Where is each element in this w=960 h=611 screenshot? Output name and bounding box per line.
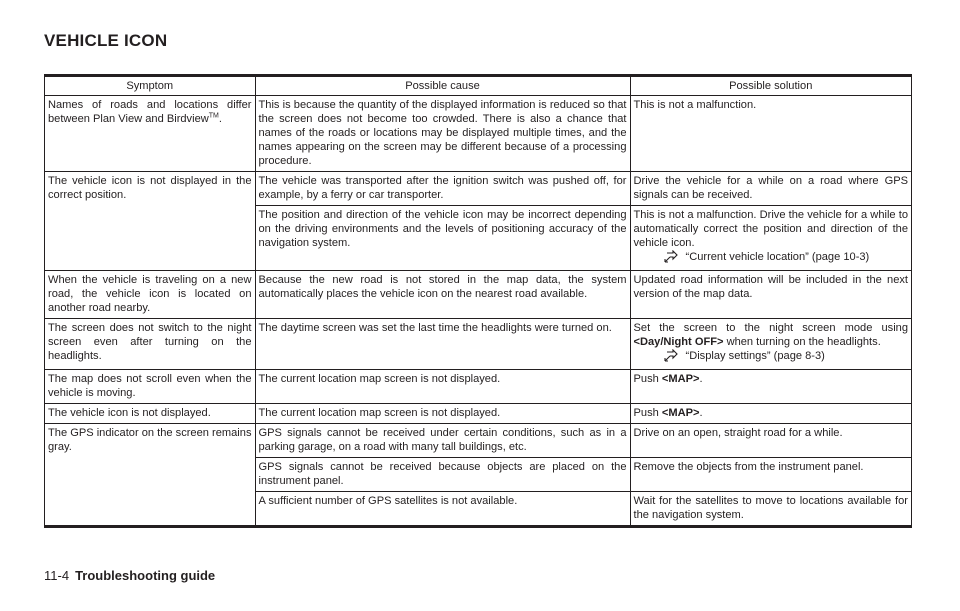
solution-cell: Wait for the satellites to move to locations available for the navigation system. — [630, 492, 911, 526]
cause-cell: GPS signals cannot be received under certain conditions, such as in a parking garage, on a road with many tall buildings, etc. — [255, 424, 630, 458]
trademark-sup: TM — [208, 112, 219, 120]
symptom-end: . — [218, 113, 222, 125]
cause-cell: The daytime screen was set the last time the headlights were turned on. — [255, 319, 630, 370]
reference-text: “Current vehicle location” (page 10-3) — [685, 251, 870, 263]
table-row — [45, 319, 911, 370]
solution-text: Set the screen to the night screen mode using — [633, 322, 908, 334]
symptom-cell: The GPS indicator on the screen remains gray. — [45, 424, 255, 526]
reference-pointer-icon — [664, 250, 680, 267]
symptom-cell: When the vehicle is traveling on a new road, the vehicle icon is located on another road nearby. — [45, 271, 255, 319]
solution-cell: Remove the objects from the instrument panel. — [630, 458, 911, 492]
symptom-text: Names of roads and locations differ between Plan View and Birdview — [48, 99, 252, 125]
cause-cell: A sufficient number of GPS satellites is not available. — [255, 492, 630, 526]
solution-text-after: . — [699, 373, 703, 385]
cause-cell: The vehicle was transported after the ignition switch was pushed off, for example, by a ferry or car transporter. — [255, 172, 630, 206]
solution-text: Push — [633, 407, 662, 419]
page-reference — [634, 250, 909, 267]
page-reference — [634, 349, 909, 366]
cause-cell: This is because the quantity of the displayed information is reduced so that the screen does not become too crowded. There is also a chance that names of the roads or locations may be displayed multiple times, and the names appearing on the screen may be different because of a processing procedure. — [255, 96, 630, 172]
cause-cell: Because the new road is not stored in the map data, the system automatically places the vehicle icon on the nearest road available. — [255, 271, 630, 319]
header-possible-cause: Possible cause — [255, 77, 630, 96]
header-possible-solution: Possible solution — [630, 77, 911, 96]
solution-cell: Drive on an open, straight road for a while. — [630, 424, 911, 458]
symptom-cell: The vehicle icon is not displayed in the correct position. — [45, 172, 255, 271]
key-label: <MAP> — [661, 407, 700, 419]
solution-cell: Drive the vehicle for a while on a road where GPS signals can be received. — [630, 172, 911, 206]
solution-cell — [630, 206, 911, 271]
page-number: 11-4 — [44, 568, 70, 583]
page-footer — [44, 568, 215, 583]
symptom-cell: The map does not scroll even when the vehicle is moving. — [45, 370, 255, 404]
table-row — [45, 404, 911, 424]
key-label: <Day/Night OFF> — [633, 336, 724, 348]
cause-cell: The current location map screen is not displayed. — [255, 404, 630, 424]
reference-text: “Display settings” (page 8-3) — [685, 350, 825, 362]
table-row — [45, 96, 911, 172]
cause-cell: The position and direction of the vehicle icon may be incorrect depending on the driving environments and the levels of positioning accuracy of the navigation system. — [255, 206, 630, 271]
cause-cell: The current location map screen is not displayed. — [255, 370, 630, 404]
solution-text-after: when turning on the headlights. — [723, 336, 881, 348]
table-row — [45, 424, 911, 458]
header-symptom: Symptom — [45, 77, 255, 96]
table-header-row — [45, 77, 911, 96]
solution-cell — [630, 404, 911, 424]
solution-cell: Updated road information will be included in the next version of the map data. — [630, 271, 911, 319]
solution-text: This is not a malfunction. Drive the vehicle for a while to automatically correct the position and direction of the vehicle icon. — [633, 209, 908, 249]
key-label: <MAP> — [661, 373, 700, 385]
section-title: VEHICLE ICON — [44, 31, 168, 50]
table-row — [45, 172, 911, 206]
chapter-name: Troubleshooting guide — [75, 568, 216, 583]
solution-cell — [630, 370, 911, 404]
solution-cell — [630, 319, 911, 370]
cause-cell: GPS signals cannot be received because objects are placed on the instrument panel. — [255, 458, 630, 492]
reference-pointer-icon — [664, 349, 680, 366]
table-row — [45, 370, 911, 404]
solution-text: Push — [633, 373, 662, 385]
symptom-cell: The vehicle icon is not displayed. — [45, 404, 255, 424]
solution-text-after: . — [699, 407, 703, 419]
solution-cell: This is not a malfunction. — [633, 99, 757, 111]
symptom-cell — [45, 96, 255, 172]
table-row — [45, 271, 911, 319]
troubleshooting-table — [44, 74, 912, 528]
symptom-cell: The screen does not switch to the night screen even after turning on the headlights. — [45, 319, 255, 370]
